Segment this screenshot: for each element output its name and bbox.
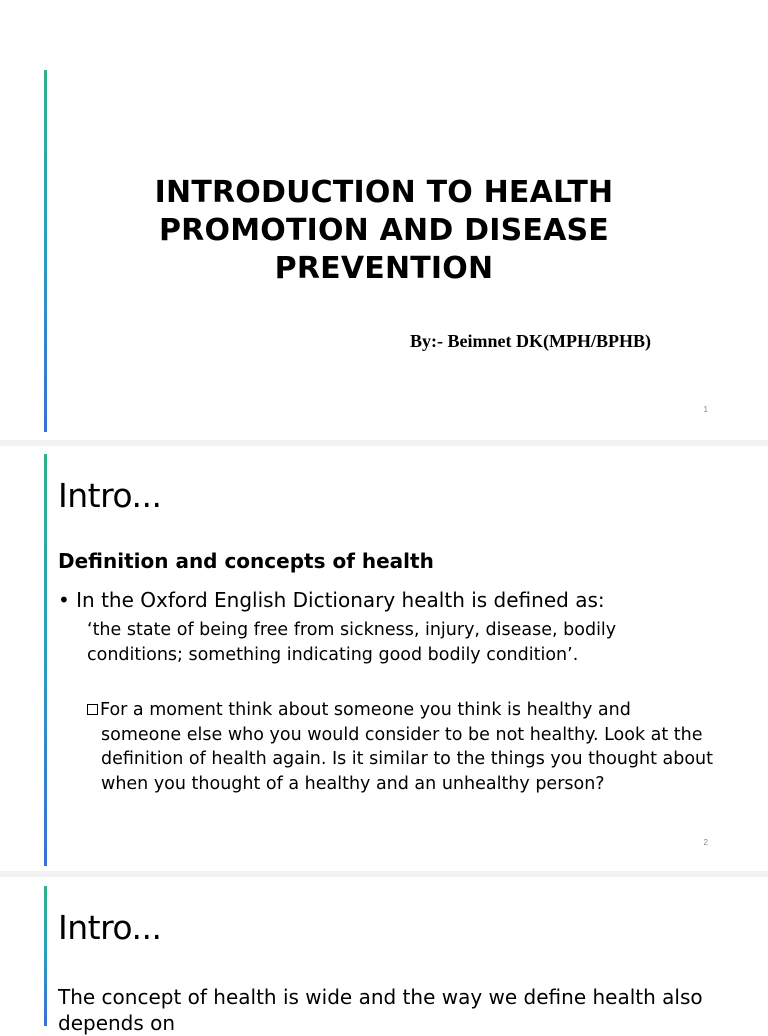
slide-number: 1 (703, 405, 708, 414)
reflection-first-text: For a moment think about someone you think is healthy and (100, 700, 631, 720)
slide-2 (0, 446, 768, 871)
body-text: The concept of health is wide and the way we define health also depends on (58, 985, 703, 1035)
reflection-rest-text: someone else who you would consider to be not healthy. Look at the definition of health again. Is it similar to the things you thought about when you thought of a healthy and an unhealthy person? (101, 724, 714, 794)
section-subheading: Definition and concepts of health (58, 549, 434, 573)
slide-3 (0, 878, 768, 1035)
checkbox-icon (87, 704, 98, 715)
bullet-item: • In the Oxford English Dictionary health is defined as: (58, 588, 605, 612)
slide-heading: Intro... (58, 908, 162, 947)
reflection-prompt (87, 698, 717, 796)
author-byline: By:- Beimnet DK(MPH/BPHB) (410, 331, 651, 351)
slide-title: INTRODUCTION TO HEALTH PROMOTION AND DISEASE PREVENTION (154, 175, 614, 286)
accent-bar (44, 70, 47, 432)
slide-1 (0, 0, 768, 440)
definition-quote: ‘the state of being free from sickness, injury, disease, bodily conditions; something indicating good bodily condition’. (87, 620, 617, 665)
reflection-first-line (87, 698, 717, 723)
slide-heading: Intro... (58, 476, 162, 515)
accent-bar (44, 454, 47, 866)
slide-number: 2 (703, 838, 708, 847)
accent-bar (44, 886, 47, 1026)
slide-separator (0, 871, 768, 877)
